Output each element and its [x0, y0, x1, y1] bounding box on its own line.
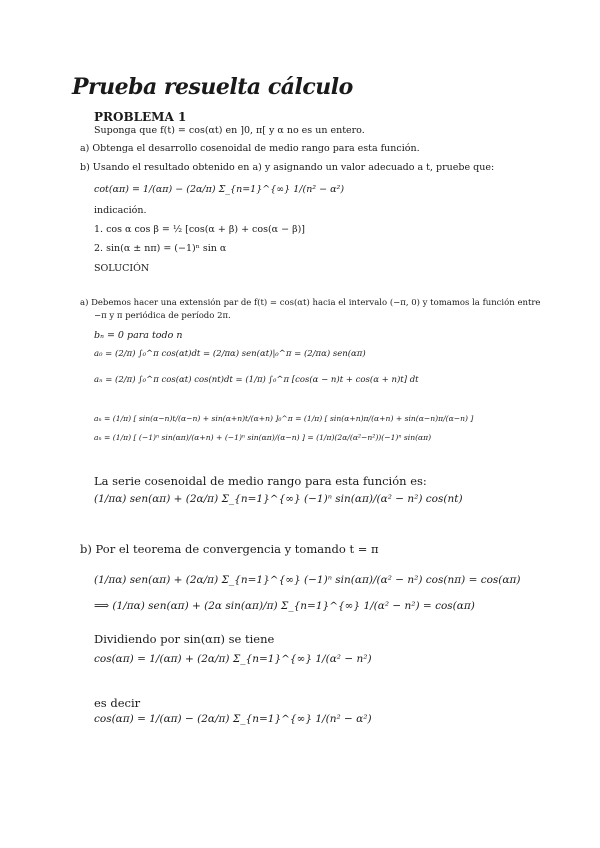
formula-main: cot(απ) = 1/(απ) − (2α/π) Σ_{n=1}^{∞} 1/(n² − α²): [94, 184, 345, 195]
page-title: Prueba resuelta cálculo: [72, 74, 353, 100]
problem-intro: Suponga que f(t) = cos(αt) en ]0, π[ y α no es un entero.: [94, 125, 365, 136]
problem-part-b: b) Usando el resultado obtenido en a) y asignando un valor adecuado a t, pruebe que:: [80, 162, 495, 173]
es-decir-text: es decir: [94, 696, 141, 710]
hint-2: 2. sin(α ± nπ) = (−1)ⁿ sin α: [94, 243, 227, 254]
hint-1: 1. cos α cos β = ½ [cos(α + β) + cos(α − β)]: [94, 224, 305, 235]
formula-an-2: aₙ = (1/π) [ sin(α−n)t/(α−n) + sin(α+n)t/(α+n) ]₀^π = (1/π) [ sin(α+n)π/(α+n) + sin(α−n)π/(α−n) ]: [94, 414, 474, 423]
divide-text: Dividiendo por sin(απ) se tiene: [94, 632, 275, 646]
solution-a-line2: −π y π periódica de período 2π.: [94, 311, 231, 321]
solution-b-line1: b) Por el teorema de convergencia y tomando t = π: [80, 542, 379, 556]
problem-heading: PROBLEMA 1: [94, 110, 187, 124]
formula-series: (1/πα) sen(απ) + (2α/π) Σ_{n=1}^{∞} (−1)ⁿ sin(απ)/(α² − n²) cos(nt): [94, 493, 463, 505]
formula-b-eq4: cos(απ) = 1/(απ) − (2α/π) Σ_{n=1}^{∞} 1/(n² − α²): [94, 713, 372, 725]
formula-a0: a₀ = (2/π) ∫₀^π cos(αt)dt = (2/πα) sen(αt)|₀^π = (2/πα) sen(απ): [94, 349, 366, 359]
formula-b-eq3: cos(απ) = 1/(απ) + (2α/π) Σ_{n=1}^{∞} 1/(α² − n²): [94, 653, 372, 665]
solution-a-line1: a) Debemos hacer una extensión par de f(t) = cos(αt) hacia el intervalo (−π, 0) y tomamos la función entre: [80, 298, 541, 308]
formula-an-3: aₙ = (1/π) [ (−1)ⁿ sin(απ)/(α+n) + (−1)ⁿ sin(απ)/(α−n) ] = (1/π)(2α/(α²−n²))(−1)ⁿ sin(απ): [94, 433, 432, 442]
problem-part-a: a) Obtenga el desarrollo cosenoidal de medio rango para esta función.: [80, 143, 420, 154]
indication-label: indicación.: [94, 205, 147, 216]
series-text: La serie cosenoidal de medio rango para esta función es:: [94, 474, 427, 488]
formula-an: aₙ = (2/π) ∫₀^π cos(αt) cos(nt)dt = (1/π) ∫₀^π [cos(α − n)t + cos(α + n)t] dt: [94, 375, 419, 385]
formula-b-eq1: (1/πα) sen(απ) + (2α/π) Σ_{n=1}^{∞} (−1)ⁿ sin(απ)/(α² − n²) cos(nπ) = cos(απ): [94, 574, 521, 586]
solution-heading: SOLUCIÓN: [94, 263, 150, 274]
formula-bn: bₙ = 0 para todo n: [94, 330, 183, 341]
formula-b-eq2: ⟹ (1/πα) sen(απ) + (2α sin(απ)/π) Σ_{n=1}^{∞} 1/(α² − n²) = cos(απ): [94, 600, 475, 612]
